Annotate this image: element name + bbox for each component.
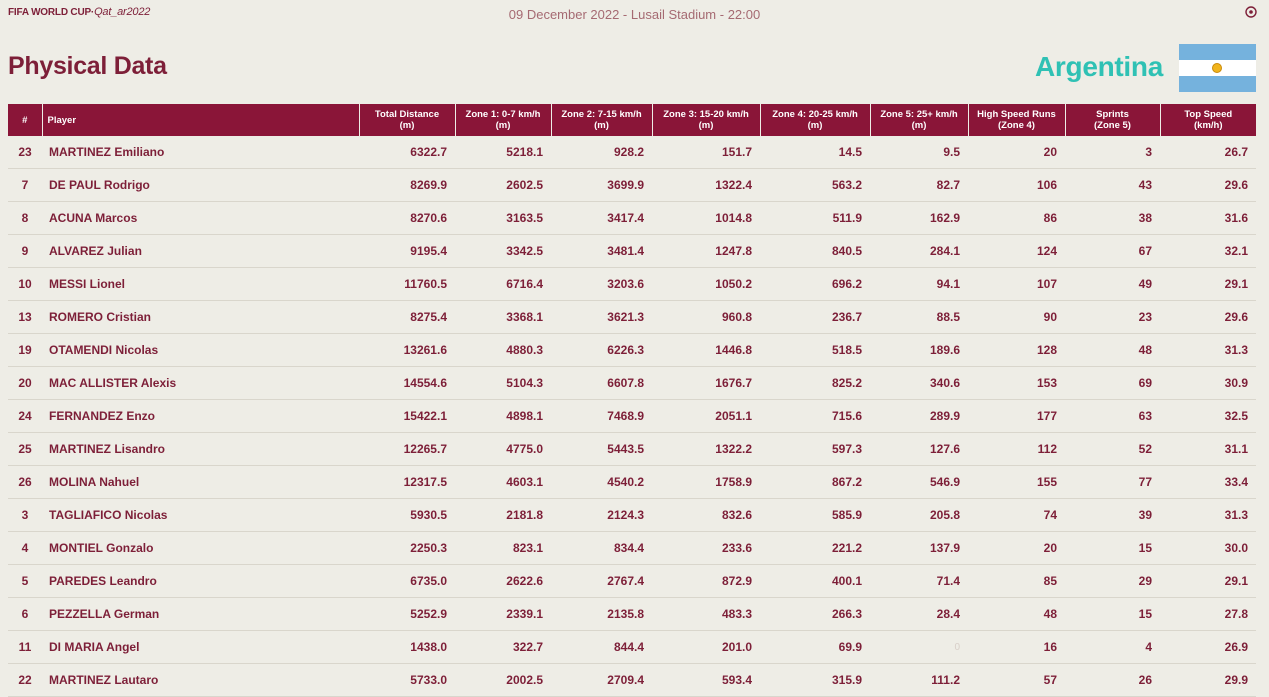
table-row[interactable] [8, 301, 1256, 334]
stat-cell: 221.2 [760, 532, 870, 565]
stat-cell: 483.3 [652, 598, 760, 631]
stat-cell: 112 [968, 433, 1065, 466]
stat-cell: 2002.5 [455, 664, 551, 697]
stat-cell: 151.7 [652, 136, 760, 169]
column-header-label: Zone 4: 20-25 km/h [772, 109, 858, 120]
player-name: DI MARIA Angel [42, 631, 359, 664]
column-header-unit: (m) [594, 120, 609, 131]
stat-cell: 77 [1065, 466, 1160, 499]
column-header-unit: (m) [911, 120, 927, 131]
stat-cell: 15 [1065, 532, 1160, 565]
stat-cell: 340.6 [870, 367, 968, 400]
stat-cell: 74 [968, 499, 1065, 532]
argentina-flag-icon [1179, 44, 1256, 92]
stat-cell: 27.8 [1160, 598, 1256, 631]
stat-cell: 39 [1065, 499, 1160, 532]
stat-cell: 233.6 [652, 532, 760, 565]
stat-cell: 88.5 [870, 301, 968, 334]
stat-cell: 832.6 [652, 499, 760, 532]
stat-cell: 715.6 [760, 400, 870, 433]
table-row[interactable] [8, 532, 1256, 565]
stat-cell: 3699.9 [551, 169, 652, 202]
table-header [8, 104, 1256, 136]
stat-cell: 14.5 [760, 136, 870, 169]
stat-cell: 2135.8 [551, 598, 652, 631]
stat-cell: 32.5 [1160, 400, 1256, 433]
stat-cell: 52 [1065, 433, 1160, 466]
player-number: 25 [8, 433, 42, 466]
stat-cell: 71.4 [870, 565, 968, 598]
flag-stripe-top [1179, 44, 1256, 60]
column-header-label: Total Distance [374, 109, 440, 120]
stat-cell: 2051.1 [652, 400, 760, 433]
stat-cell: 9.5 [870, 136, 968, 169]
stat-cell: 189.6 [870, 334, 968, 367]
stat-cell: 3368.1 [455, 301, 551, 334]
stat-cell: 1446.8 [652, 334, 760, 367]
table-row[interactable] [8, 334, 1256, 367]
stat-cell: 6607.8 [551, 367, 652, 400]
stat-cell: 5930.5 [359, 499, 455, 532]
column-header-unit: (Zone 4) [998, 120, 1035, 131]
player-number: 24 [8, 400, 42, 433]
stat-cell: 57 [968, 664, 1065, 697]
stat-cell: 4775.0 [455, 433, 551, 466]
player-number: 4 [8, 532, 42, 565]
stat-cell: 86 [968, 202, 1065, 235]
stat-cell: 4 [1065, 631, 1160, 664]
column-header-unit: (m) [698, 120, 714, 131]
stat-cell: 1050.2 [652, 268, 760, 301]
stat-cell: 2709.4 [551, 664, 652, 697]
stat-cell: 1247.8 [652, 235, 760, 268]
player-name: ALVAREZ Julian [42, 235, 359, 268]
stat-cell: 322.7 [455, 631, 551, 664]
stat-cell: 12317.5 [359, 466, 455, 499]
physical-data-table [8, 104, 1256, 697]
player-number: 6 [8, 598, 42, 631]
stat-cell: 5443.5 [551, 433, 652, 466]
table-row[interactable] [8, 400, 1256, 433]
player-number: 3 [8, 499, 42, 532]
match-info: 09 December 2022 - Lusail Stadium - 22:00 [508, 7, 761, 22]
stat-cell: 597.3 [760, 433, 870, 466]
player-name: ROMERO Cristian [42, 301, 359, 334]
table-row[interactable] [8, 136, 1256, 169]
column-header-label: Zone 3: 15-20 km/h [663, 109, 749, 120]
stat-cell: 2124.3 [551, 499, 652, 532]
player-name: MARTINEZ Lautaro [42, 664, 359, 697]
stat-cell: 400.1 [760, 565, 870, 598]
stat-cell: 823.1 [455, 532, 551, 565]
column-header[interactable] [968, 104, 1065, 136]
stat-cell: 29.1 [1160, 565, 1256, 598]
column-header-label: Zone 2: 7-15 km/h [561, 109, 642, 120]
stat-cell: 26.9 [1160, 631, 1256, 664]
column-header[interactable] [760, 104, 870, 136]
stat-cell: 12265.7 [359, 433, 455, 466]
stat-cell: 137.9 [870, 532, 968, 565]
player-name: TAGLIAFICO Nicolas [42, 499, 359, 532]
stat-cell: 8269.9 [359, 169, 455, 202]
stat-cell: 31.3 [1160, 499, 1256, 532]
stat-cell: 20 [968, 136, 1065, 169]
stat-cell: 844.4 [551, 631, 652, 664]
stat-cell: 315.9 [760, 664, 870, 697]
stat-cell: 284.1 [870, 235, 968, 268]
stat-cell: 29 [1065, 565, 1160, 598]
stat-cell: 1438.0 [359, 631, 455, 664]
stat-cell: 31.1 [1160, 433, 1256, 466]
brand-text: FIFA WORLD CUP· [8, 7, 95, 18]
stat-cell: 2622.6 [455, 565, 551, 598]
table-row[interactable] [8, 202, 1256, 235]
stat-cell: 9195.4 [359, 235, 455, 268]
column-header-label: High Speed Runs [977, 109, 1056, 120]
table-row[interactable] [8, 499, 1256, 532]
stat-cell: 16 [968, 631, 1065, 664]
table-row[interactable] [8, 169, 1256, 202]
stat-cell: 85 [968, 565, 1065, 598]
player-name: DE PAUL Rodrigo [42, 169, 359, 202]
player-name: MOLINA Nahuel [42, 466, 359, 499]
column-header-unit: (m) [495, 120, 511, 131]
stat-cell: 28.4 [870, 598, 968, 631]
stat-cell: 2339.1 [455, 598, 551, 631]
stat-cell: 5252.9 [359, 598, 455, 631]
stat-cell: 63 [1065, 400, 1160, 433]
header-row [8, 104, 1256, 136]
table-row[interactable] [8, 565, 1256, 598]
column-header-label: Player [47, 114, 77, 126]
stat-cell: 23 [1065, 301, 1160, 334]
player-number: 20 [8, 367, 42, 400]
stat-cell: 43 [1065, 169, 1160, 202]
stat-cell: 31.3 [1160, 334, 1256, 367]
stat-cell: 8270.6 [359, 202, 455, 235]
stat-cell: 867.2 [760, 466, 870, 499]
stat-cell: 3481.4 [551, 235, 652, 268]
stat-cell: 94.1 [870, 268, 968, 301]
stat-cell: 6322.7 [359, 136, 455, 169]
column-header[interactable] [1065, 104, 1160, 136]
stat-cell: 928.2 [551, 136, 652, 169]
stat-cell: 585.9 [760, 499, 870, 532]
stat-cell: 30.9 [1160, 367, 1256, 400]
stat-cell: 1322.4 [652, 169, 760, 202]
stat-cell: 1676.7 [652, 367, 760, 400]
column-header-unit: (km/h) [1194, 120, 1223, 131]
stat-cell: 29.6 [1160, 169, 1256, 202]
column-header[interactable] [551, 104, 652, 136]
column-header-label: Top Speed [1184, 109, 1233, 120]
stat-cell: 49 [1065, 268, 1160, 301]
stat-cell: 511.9 [760, 202, 870, 235]
flag-stripe-bottom [1179, 76, 1256, 92]
stat-cell: 15 [1065, 598, 1160, 631]
column-header[interactable] [8, 104, 42, 136]
stat-cell: 546.9 [870, 466, 968, 499]
stat-cell: 872.9 [652, 565, 760, 598]
stat-cell: 6716.4 [455, 268, 551, 301]
stat-cell: 1322.2 [652, 433, 760, 466]
stat-cell: 2602.5 [455, 169, 551, 202]
stat-cell: 8275.4 [359, 301, 455, 334]
column-header-label: # [22, 114, 28, 126]
stat-cell: 201.0 [652, 631, 760, 664]
player-number: 13 [8, 301, 42, 334]
player-name: OTAMENDI Nicolas [42, 334, 359, 367]
stat-cell: 29.6 [1160, 301, 1256, 334]
stat-cell: 5733.0 [359, 664, 455, 697]
stat-cell: 2250.3 [359, 532, 455, 565]
stat-cell: 6735.0 [359, 565, 455, 598]
stat-cell: 48 [1065, 334, 1160, 367]
player-number: 9 [8, 235, 42, 268]
table-row[interactable] [8, 433, 1256, 466]
stat-cell: 4880.3 [455, 334, 551, 367]
column-header-unit: (Zone 5) [1094, 120, 1131, 131]
stat-cell: 266.3 [760, 598, 870, 631]
stat-cell: 3342.5 [455, 235, 551, 268]
stat-cell: 3163.5 [455, 202, 551, 235]
stat-cell: 48 [968, 598, 1065, 631]
stat-cell: 29.1 [1160, 268, 1256, 301]
table-row[interactable] [8, 367, 1256, 400]
stat-cell: 840.5 [760, 235, 870, 268]
stat-cell: 4540.2 [551, 466, 652, 499]
table-row[interactable] [8, 268, 1256, 301]
table-row[interactable] [8, 466, 1256, 499]
stat-cell: 5218.1 [455, 136, 551, 169]
settings-icon[interactable] [1245, 6, 1257, 21]
column-header-unit: (m) [399, 120, 415, 131]
stat-cell: 4603.1 [455, 466, 551, 499]
stat-cell: 162.9 [870, 202, 968, 235]
stat-cell: 518.5 [760, 334, 870, 367]
stat-cell: 593.4 [652, 664, 760, 697]
stat-cell: 107 [968, 268, 1065, 301]
stat-cell: 236.7 [760, 301, 870, 334]
stat-cell: 155 [968, 466, 1065, 499]
stat-cell: 153 [968, 367, 1065, 400]
stat-cell: 26 [1065, 664, 1160, 697]
stat-cell: 3203.6 [551, 268, 652, 301]
stat-cell: 1758.9 [652, 466, 760, 499]
column-header[interactable] [42, 104, 359, 136]
top-bar [0, 0, 1269, 28]
column-header-label: Zone 5: 25+ km/h [880, 109, 958, 120]
stat-cell: 30.0 [1160, 532, 1256, 565]
stat-cell: 127.6 [870, 433, 968, 466]
brand-event-text: Qat_ar2022 [94, 6, 151, 18]
player-number: 26 [8, 466, 42, 499]
flag-stripe-middle [1179, 60, 1256, 76]
team-name: Argentina [1035, 51, 1163, 82]
stat-cell: 7468.9 [551, 400, 652, 433]
stat-cell: 90 [968, 301, 1065, 334]
stat-cell: 3 [1065, 136, 1160, 169]
table-body [8, 136, 1256, 697]
stat-cell: 0 [870, 631, 968, 664]
player-name: MAC ALLISTER Alexis [42, 367, 359, 400]
table-row[interactable] [8, 598, 1256, 631]
stat-cell: 5104.3 [455, 367, 551, 400]
stat-cell: 696.2 [760, 268, 870, 301]
table-row[interactable] [8, 235, 1256, 268]
page-title: Physical Data [8, 52, 167, 80]
column-header[interactable] [652, 104, 760, 136]
stat-cell: 13261.6 [359, 334, 455, 367]
stat-cell: 2767.4 [551, 565, 652, 598]
stat-cell: 14554.6 [359, 367, 455, 400]
stat-cell: 20 [968, 532, 1065, 565]
stat-cell: 289.9 [870, 400, 968, 433]
stat-cell: 563.2 [760, 169, 870, 202]
stat-cell: 2181.8 [455, 499, 551, 532]
table-row[interactable] [8, 664, 1256, 697]
player-number: 5 [8, 565, 42, 598]
stat-cell: 6226.3 [551, 334, 652, 367]
stat-cell: 67 [1065, 235, 1160, 268]
player-name: PAREDES Leandro [42, 565, 359, 598]
stat-cell: 111.2 [870, 664, 968, 697]
player-number: 19 [8, 334, 42, 367]
stat-cell: 128 [968, 334, 1065, 367]
stat-cell: 29.9 [1160, 664, 1256, 697]
stat-cell: 82.7 [870, 169, 968, 202]
player-number: 10 [8, 268, 42, 301]
player-number: 11 [8, 631, 42, 664]
stat-cell: 69.9 [760, 631, 870, 664]
stat-cell: 15422.1 [359, 400, 455, 433]
player-name: FERNANDEZ Enzo [42, 400, 359, 433]
column-header-label: Sprints [1096, 109, 1129, 120]
stat-cell: 124 [968, 235, 1065, 268]
column-header[interactable] [359, 104, 455, 136]
player-number: 23 [8, 136, 42, 169]
stat-cell: 205.8 [870, 499, 968, 532]
stat-cell: 11760.5 [359, 268, 455, 301]
player-name: MARTINEZ Emiliano [42, 136, 359, 169]
stat-cell: 69 [1065, 367, 1160, 400]
player-number: 22 [8, 664, 42, 697]
stat-cell: 26.7 [1160, 136, 1256, 169]
column-header[interactable] [455, 104, 551, 136]
stat-cell: 106 [968, 169, 1065, 202]
stat-cell: 33.4 [1160, 466, 1256, 499]
stat-cell: 3417.4 [551, 202, 652, 235]
stat-cell: 32.1 [1160, 235, 1256, 268]
player-name: PEZZELLA German [42, 598, 359, 631]
stat-cell: 960.8 [652, 301, 760, 334]
player-name: MONTIEL Gonzalo [42, 532, 359, 565]
player-name: MESSI Lionel [42, 268, 359, 301]
stat-cell: 3621.3 [551, 301, 652, 334]
player-name: MARTINEZ Lisandro [42, 433, 359, 466]
sun-of-may-icon [1212, 63, 1222, 73]
player-number: 7 [8, 169, 42, 202]
stat-cell: 177 [968, 400, 1065, 433]
stat-cell: 1014.8 [652, 202, 760, 235]
column-header-label: Zone 1: 0-7 km/h [465, 109, 541, 120]
stat-cell: 31.6 [1160, 202, 1256, 235]
column-header-unit: (m) [807, 120, 823, 131]
column-header[interactable] [1160, 104, 1256, 136]
stat-cell: 38 [1065, 202, 1160, 235]
settings-icon-graphic [1245, 6, 1257, 18]
stat-cell: 834.4 [551, 532, 652, 565]
player-number: 8 [8, 202, 42, 235]
stat-cell: 825.2 [760, 367, 870, 400]
player-name: ACUNA Marcos [42, 202, 359, 235]
table-row[interactable] [8, 631, 1256, 664]
column-header[interactable] [870, 104, 968, 136]
stat-cell: 4898.1 [455, 400, 551, 433]
